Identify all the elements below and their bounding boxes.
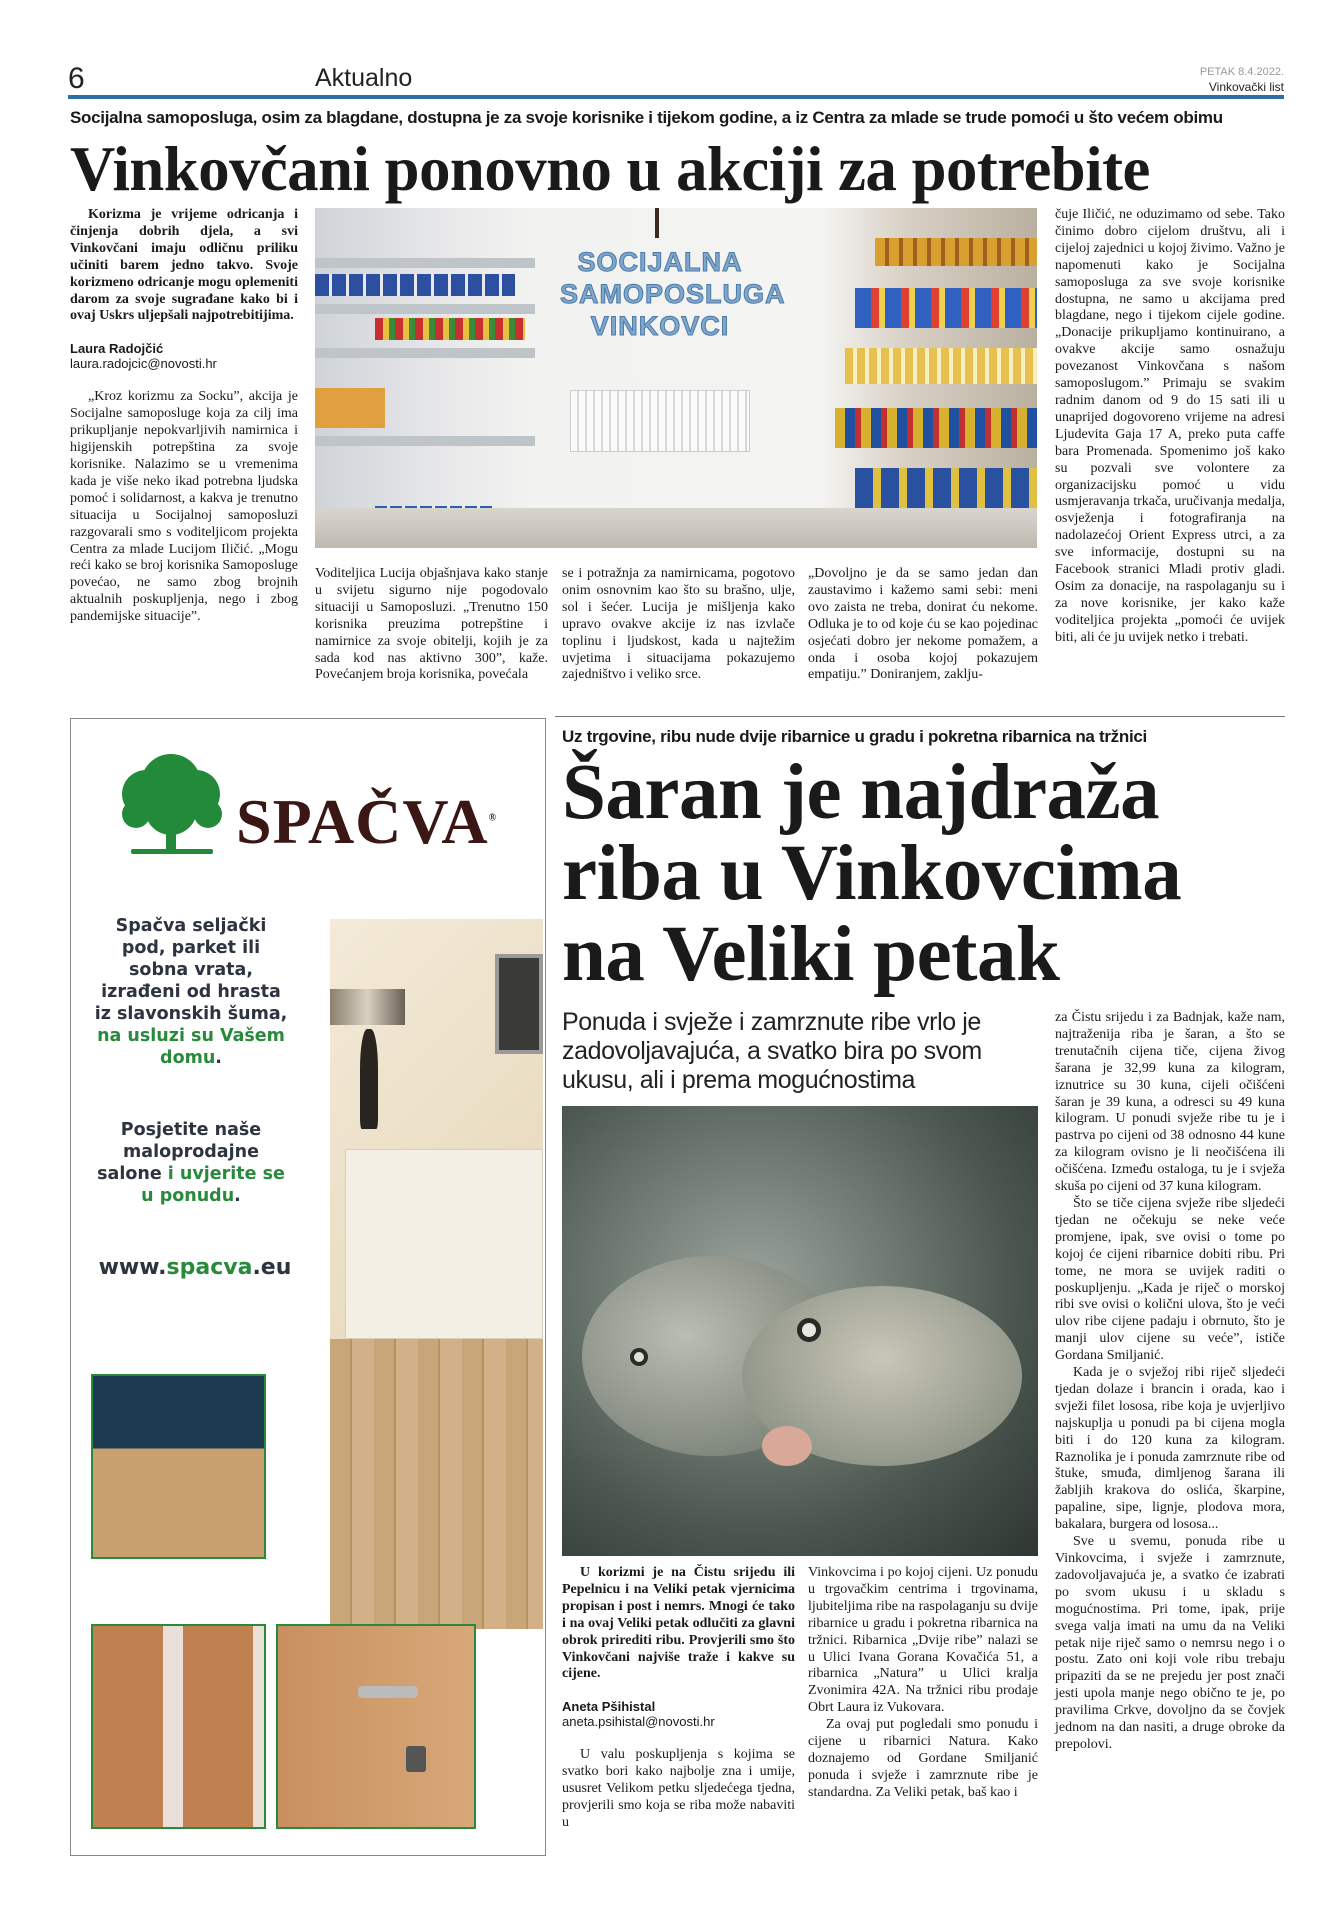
article2-paragraph: Za ovaj put pogledali smo ponudu i cijene u ribarnici Natura. Kako doznajemo od Gordane Smiljanić ponuda i svježe i zamrznute ribe je standardna. Za Veliki petak, baš kao i — [808, 1717, 1038, 1800]
article2-paragraph: za Čistu srijedu i za Badnjak, kaže nam, najtraženija riba je šaran, a što se trenutačnih cijena tiče, cijena živog šarana je 32,99 kuna za kilogram, iznutrice su 30 kuna, cijeli očišćeni šaran je 39 kuna, a odresci su 49 kuna kilogram. U ponudi svježe ribe tu je i pastrva po cijeni od 38 odnosno 44 kune za kilogram ovisno je li neočišćena ili očišćena. Između ostaloga, tu je i svježa skuša po cijeni od 37 kuna kilogram. — [1055, 1010, 1285, 1195]
ad-door-handle-photo — [276, 1624, 476, 1829]
article2-title: Šaran je najdraža riba u Vinkovcima na Veliki petak — [562, 749, 1182, 998]
article1-column-4 — [808, 566, 1038, 684]
article2-paragraph: U valu poskupljenja s kojima se svatko bori kako najbolje zna i umije, ususret Velikom petku sljedećega tjedna, provjerili smo koja se riba može nabaviti u — [562, 1747, 795, 1830]
article2-paragraph: Vinkovcima i po kojoj cijeni. Uz ponudu u trgovačkim centrima i trgovinama, ljubiteljima ribe na raspolaganju su dvije ribarnice u gradu i pokretna ribarnica na tržnici. Ribarnica „Dvije ribe” nalazi se u Ulici Ivana Gorana Kovačića 51, a ribarnica „Natura” u Ulici kralja Zvonimira 42A. Na tržnici ribu prodaje Obrt Laura iz Vukovara. — [808, 1565, 1038, 1716]
newspaper-name: Vinkovački list — [1208, 80, 1284, 94]
article1-author-email[interactable]: laura.radojcic@novosti.hr — [70, 356, 217, 372]
header-rule — [68, 95, 1284, 99]
article2-column-2 — [808, 1565, 1038, 1802]
tree-logo-icon — [116, 749, 226, 864]
article2-column-1 — [562, 1565, 795, 1832]
social-supermarket-photo — [315, 208, 1037, 548]
article2-paragraph: Sve u svemu, ponuda ribe u Vinkovcima, i svježe i zamrznute, zadovoljavajuća je, a svatko će izabrati po svom ukusu i u skladu s mogućnostima. Pri tome, ipak, prije svega valja imati na umu da na Veliki petak nije riječ samo o nemrsu nego i o postu. Zato oni koji vole ribu trebaju pripaziti da se ne prejedu jer post znači jesti upola manje nego obično te je, po pravilima Crkve, dovoljno da se čovjek jednom na dan nasiti, a druge obroke da prepolovi. — [1055, 1534, 1285, 1752]
ad-parquet-photo — [330, 1339, 543, 1629]
ad-doors-photo — [91, 1624, 266, 1829]
ad-text-products: Spačva seljački pod, parket ili sobna vrata, izrađeni od hrasta iz slavonskih šuma, na usluzi su Vašem domu. — [94, 916, 288, 1068]
article1-paragraph: „Kroz korizmu za Socku”, akcija je Socijalne samoposluge koja za cilj ima prikupljanje nepokvarljivih namirnica i higijenskih potrepština za svoje korisnike. Nalazimo se u vremenima kada je više neko ikad potrebna ljudska pomoć i solidarnost, a kakva je trenutno situacija u Socijalnoj samoposluzi razgovarali smo s voditeljicom projekta Centra za mlade Lucijom Iličić. „Mogu reći kako se broj korisnika Samoposluge povećao, ne samo zbog brojnih aktualnih poskupljenja, nego i zbog pandemijske situacije”. — [70, 389, 298, 625]
radiator — [570, 390, 750, 452]
article1-paragraph: Voditeljica Lucija objašnjava kako stanje u svijetu sigurno nije pogodovalo situaciji u Samoposluzi. „Trenutno 150 korisnika preuzima potrepštine i namirnice za svoje obitelji, kojih je za sada kod nas aktivno 300”, kaže. Povećanjem broja korisnika, povećala — [315, 566, 548, 683]
ad-brand-name: SPAČVA® — [236, 786, 498, 857]
article1-paragraph: se i potražnja za namirnicama, pogotovo onim osnovnim kao što su brašno, ulje, sol i šećer. Lucija je mišljenja kako upravo ovakve akcije iz nas izvlače toplinu i ljudskost, kada u najtežim uvjetima i situacijama pokazujemo zajedništvo i veliko srce. — [562, 566, 795, 683]
article2-paragraph: Kada je o svježoj ribi riječ sljedeći tjedan dolaze i brancin i orada, kao i svježi filet lososa, ribe koja je uvjerljivo najskuplja u ponudi pa bi cijena mogla biti i do 120 kuna za kilogram. Raznolika je i ponuda zamrznute ribe od štuke, smuđa, dimljenog šarana ili žabljih krakova do oslića, škarpine, papaline, sipe, lignje, plodova mora, bakalara, burgera od lososa... — [1055, 1365, 1285, 1533]
article1-column-1 — [70, 207, 298, 626]
spacva-advertisement[interactable] — [70, 718, 546, 1856]
page-number: 6 — [68, 62, 85, 95]
article2-lead: U korizmi je na Čistu srijedu ili Pepelnicu i na Veliki petak vjernicima propisan i post i nemrs. Mnogi će tako i na ovaj Veliki petak odlučiti za glavni obrok prirediti ribu. Provjerili smo što Vinkovčani najviše traže i kakve su cijene. — [562, 1565, 795, 1682]
article1-column-5 — [1055, 207, 1285, 647]
ad-text-visit: Posjetite naše maloprodajne salone i uvjerite se u ponudu. — [97, 1120, 285, 1206]
article1-title: Vinkovčani ponovno u akciji za potrebite — [70, 133, 1150, 204]
article1-author: Laura Radojčić — [70, 341, 164, 357]
article2-kicker: Uz trgovine, ribu nude dvije ribarnice u gradu i pokretna ribarnica na tržnici — [562, 727, 1147, 746]
section-divider — [555, 716, 1285, 717]
article1-column-2 — [315, 566, 548, 684]
article2-author: Aneta Pšihistal — [562, 1699, 656, 1715]
article2-paragraph: Što se tiče cijena svježe ribe sljedeći tjedan ne očekuju se neke veće promjene, ipak, sve ovisi o tome po kojoj će cijeni ribarnice dobiti ribu. Pri tome, ne mora se uvijek raditi o poskupljenju. „Kada je riječ o morskoj ribi sve ovisi o količni ulova, što je veći ulov ribe cijene padaju i obrnuto, što je manji ulov cijene su veće”, ističe Gordana Smiljanić. — [1055, 1195, 1285, 1364]
section-name: Aktualno — [315, 64, 413, 92]
store-sign: SOCIJALNA SAMOPOSLUGA VINKOVCI — [560, 247, 786, 341]
article2-column-3 — [1055, 1010, 1285, 1754]
article1-lead: Korizma je vrijeme odricanja i činjenja dobrih djela, a svi Vinkovčani imaju odličnu priliku učiniti barem jedno takvo. Svoje korizmeno odricanje mogu oplemeniti darom za svoje sugrađane kako bi i ovaj Uskrs uljepšali najpotrebitijima. — [70, 207, 298, 324]
ad-interior-photo — [330, 919, 543, 1339]
article1-paragraph: čuje Iličić, ne oduzimamo od sebe. Tako činimo dobro cijelom društvu, ali i cijeloj zajednici u kojoj živimo. Važno je napomenuti kako je Socijalna samoposluga za sve svoje korisnike dostupna, ne samo u akcijama pred blagdane, nego i tijekom cijele godine. „Donacije prikupljamo kontinuirano, a ovakve akcije samo osnažuju povezanost Vinkovčana s našom samoposlugom.” Primaju se svakim radnim danom od 9 do 15 sati ili u unaprijed dogovoreno vrijeme na adresi Ljudevita Gaja 17 A, preko puta caffe bara Promenada. Spomenimo još kako su pozvali sve volontere za organizacijsku pomoć u vidu usmjeravanja trkača, uručivanja medalja, osvježenja i fotografiranja na nadolazećoj Orient Express utrci, a za sve informacije, dostupni su na Facebook stranici Mladi protiv gladi. Osim za donacije, na raspolaganju su i za nove korisnike, jer kako kaže voditeljica projekta „pomoći će uvijek biti, ali će ju uvijek netko i trebati. — [1055, 207, 1285, 645]
article2-author-email[interactable]: aneta.psihistal@novosti.hr — [562, 1714, 715, 1730]
ad-floor-photo — [91, 1374, 266, 1559]
carp-fish-photo — [562, 1106, 1038, 1556]
issue-date: PETAK 8.4.2022. — [1199, 66, 1284, 78]
article1-paragraph: „Dovoljno je da se samo jedan dan zaustavimo i kažemo sami sebi: meni ovo zaista ne treba, donirat ću nekome. Odluka je to od koje ću se kao pojedinac osjećati dobro jer nekome pomažem, a onda i osoba kojoj pokazujem empatiju.” Doniranjem, zaklju- — [808, 566, 1038, 683]
ad-website-link[interactable]: www.spacva.eu — [98, 1255, 292, 1280]
article1-kicker: Socijalna samoposluga, osim za blagdane, dostupna je za svoje korisnike i tijekom godine, a iz Centra za mlade se trude pomoći u što većem obimu — [70, 108, 1223, 127]
article1-column-3 — [562, 566, 795, 684]
article2-deck: Ponuda i svježe i zamrznute ribe vrlo je zadovoljavajuća, a svatko bira po svom ukusu, ali i prema mogućnostima — [562, 1008, 982, 1094]
